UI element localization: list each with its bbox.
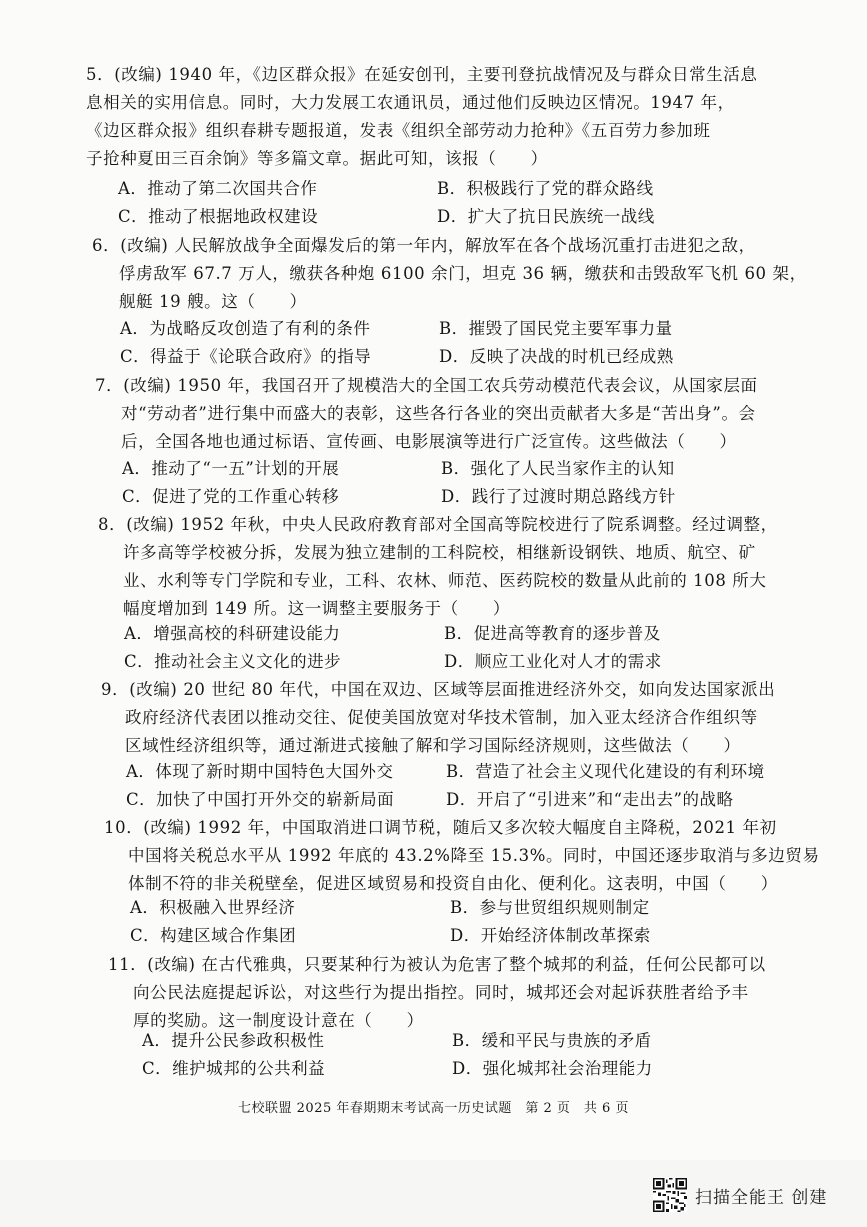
option-c: C．推动了根据地政权建设 bbox=[118, 207, 319, 226]
question-text-line: 厚的奖励。这一制度设计意在（ ） bbox=[133, 1011, 424, 1030]
option-b: B．强化了人民当家作主的认知 bbox=[441, 459, 675, 478]
page-footer: 七校联盟 2025 年春期期末考试高一历史试题 第 2 页 共 6 页 bbox=[238, 1101, 629, 1116]
option-d: D．开始经济体制改革探索 bbox=[450, 926, 651, 945]
question-text-line: 10．(改编) 1992 年，中国取消进口调节税，随后又多次较大幅度自主降税，2021 年初 bbox=[104, 818, 777, 837]
option-a: A．为战略反攻创造了有利的条件 bbox=[120, 319, 371, 338]
question-text-line: 中国将关税总水平从 1992 年底的 43.2%降至 15.3%。同时，中国还逐步取消与多边贸易 bbox=[128, 846, 820, 865]
question-text-line: 政府经济代表团以推动交往、促使美国放宽对华技术管制，加入亚太经济合作组织等 bbox=[125, 708, 758, 727]
option-b: B．营造了社会主义现代化建设的有利环境 bbox=[446, 762, 765, 781]
option-d: D．开启了“引进来”和“走出去”的战略 bbox=[446, 790, 734, 809]
option-b: B．缓和平民与贵族的矛盾 bbox=[452, 1031, 652, 1050]
option-d: D．顺应工业化对人才的需求 bbox=[444, 652, 662, 671]
qr-code-icon bbox=[653, 1178, 687, 1212]
option-c: C．促进了党的工作重心转移 bbox=[122, 487, 340, 506]
question-text-line: 息相关的实用信息。同时，大力发展工农通讯员，通过他们反映边区情况。1947 年， bbox=[86, 93, 735, 112]
option-d: D．强化城邦社会治理能力 bbox=[452, 1059, 653, 1078]
scanner-label: 扫描全能王 创建 bbox=[695, 1187, 828, 1208]
question-text-line: 对“劳动者”进行集中而盛大的表彰，这些各行各业的突出贡献者大多是“苦出身”。会 bbox=[121, 404, 756, 423]
question-text-line: 幅度增加到 149 所。这一调整主要服务于（ ） bbox=[123, 599, 510, 618]
question-text-line: 9．(改编) 20 世纪 80 年代，中国在双边、区域等层面推进经济外交，如向发达国家派出 bbox=[101, 680, 776, 699]
question-text-line: 子抢种夏田三百余饷》等多篇文章。据此可知，该报（ ） bbox=[86, 149, 548, 168]
question-text-line: 6．(改编) 人民解放战争全面爆发后的第一年内，解放军在各个战场沉重打击进犯之敌， bbox=[92, 236, 756, 255]
question-text-line: 8．(改编) 1952 年秋，中央人民政府教育部对全国高等院校进行了院系调整。经过调整， bbox=[98, 515, 778, 534]
question-text-line: 后，全国各地也通过标语、宣传画、电影展演等进行广泛宣传。这些做法（ ） bbox=[121, 432, 737, 451]
question-text-line: 区域性经济组织等，通过渐进式接触了解和学习国际经济规则，这些做法（ ） bbox=[125, 736, 741, 755]
question-text-line: 体制不符的非关税壁垒，促进区域贸易和投资自由化、便利化。这表明，中国（ ） bbox=[128, 874, 778, 893]
option-b: B．积极践行了党的群众路线 bbox=[437, 179, 654, 198]
option-a: A．推动了第二次国共合作 bbox=[118, 179, 318, 198]
option-d: D．践行了过渡时期总路线方针 bbox=[441, 487, 676, 506]
option-c: C．维护城邦的公共利益 bbox=[142, 1059, 326, 1078]
option-a: A．推动了“一五”计划的开展 bbox=[122, 459, 340, 478]
option-d: D．扩大了抗日民族统一战线 bbox=[437, 207, 655, 226]
question-text-line: 向公民法庭提起诉讼，对这些行为提出指控。同时，城邦还会对起诉获胜者给予丰 bbox=[133, 983, 749, 1002]
scanner-watermark bbox=[653, 1177, 827, 1213]
option-b: B．促进高等教育的逐步普及 bbox=[444, 624, 661, 643]
option-a: A．增强高校的科研建设能力 bbox=[124, 624, 341, 643]
question-text-line: 许多高等学校被分拆，发展为独立建制的工科院校，相继新设钢铁、地质、航空、矿 bbox=[123, 543, 756, 562]
option-c: C．构建区域合作集团 bbox=[130, 926, 297, 945]
question-text-line: 舰艇 19 艘。这（ ） bbox=[119, 292, 307, 311]
option-b: B．摧毁了国民党主要军事力量 bbox=[439, 319, 673, 338]
question-text-line: 业、水利等专门学院和专业，工科、农林、师范、医药院校的数量从此前的 108 所大 bbox=[123, 571, 767, 590]
question-text-line: 11．(改编) 在古代雅典，只要某种行为被认为危害了整个城邦的利益，任何公民都可以 bbox=[108, 955, 766, 974]
option-d: D．反映了决战的时机已经成熟 bbox=[439, 347, 674, 366]
option-a: A．提升公民参政积极性 bbox=[142, 1031, 325, 1050]
question-text-line: 5．(改编) 1940 年，《边区群众报》在延安创刊，主要刊登抗战情况及与群众日常生活息 bbox=[86, 65, 758, 84]
option-b: B．参与世贸组织规则制定 bbox=[450, 898, 650, 917]
question-text-line: 俘虏敌军 67.7 万人，缴获各种炮 6100 余门，坦克 36 辆，缴获和击毁敌军飞机 60 架， bbox=[119, 264, 807, 283]
question-text-line: 7．(改编) 1950 年，我国召开了规模浩大的全国工农兵劳动模范代表会议，从国家层面 bbox=[95, 376, 758, 395]
option-c: C．加快了中国打开外交的崭新局面 bbox=[126, 790, 395, 809]
option-c: C．得益于《论联合政府》的指导 bbox=[120, 347, 372, 366]
option-c: C．推动社会主义文化的进步 bbox=[124, 652, 342, 671]
option-a: A．体现了新时期中国特色大国外交 bbox=[126, 762, 394, 781]
option-a: A．积极融入世界经济 bbox=[130, 898, 296, 917]
question-text-line: 《边区群众报》组织春耕专题报道，发表《组织全部劳动力抢种》《五百劳力参加班 bbox=[86, 121, 711, 140]
